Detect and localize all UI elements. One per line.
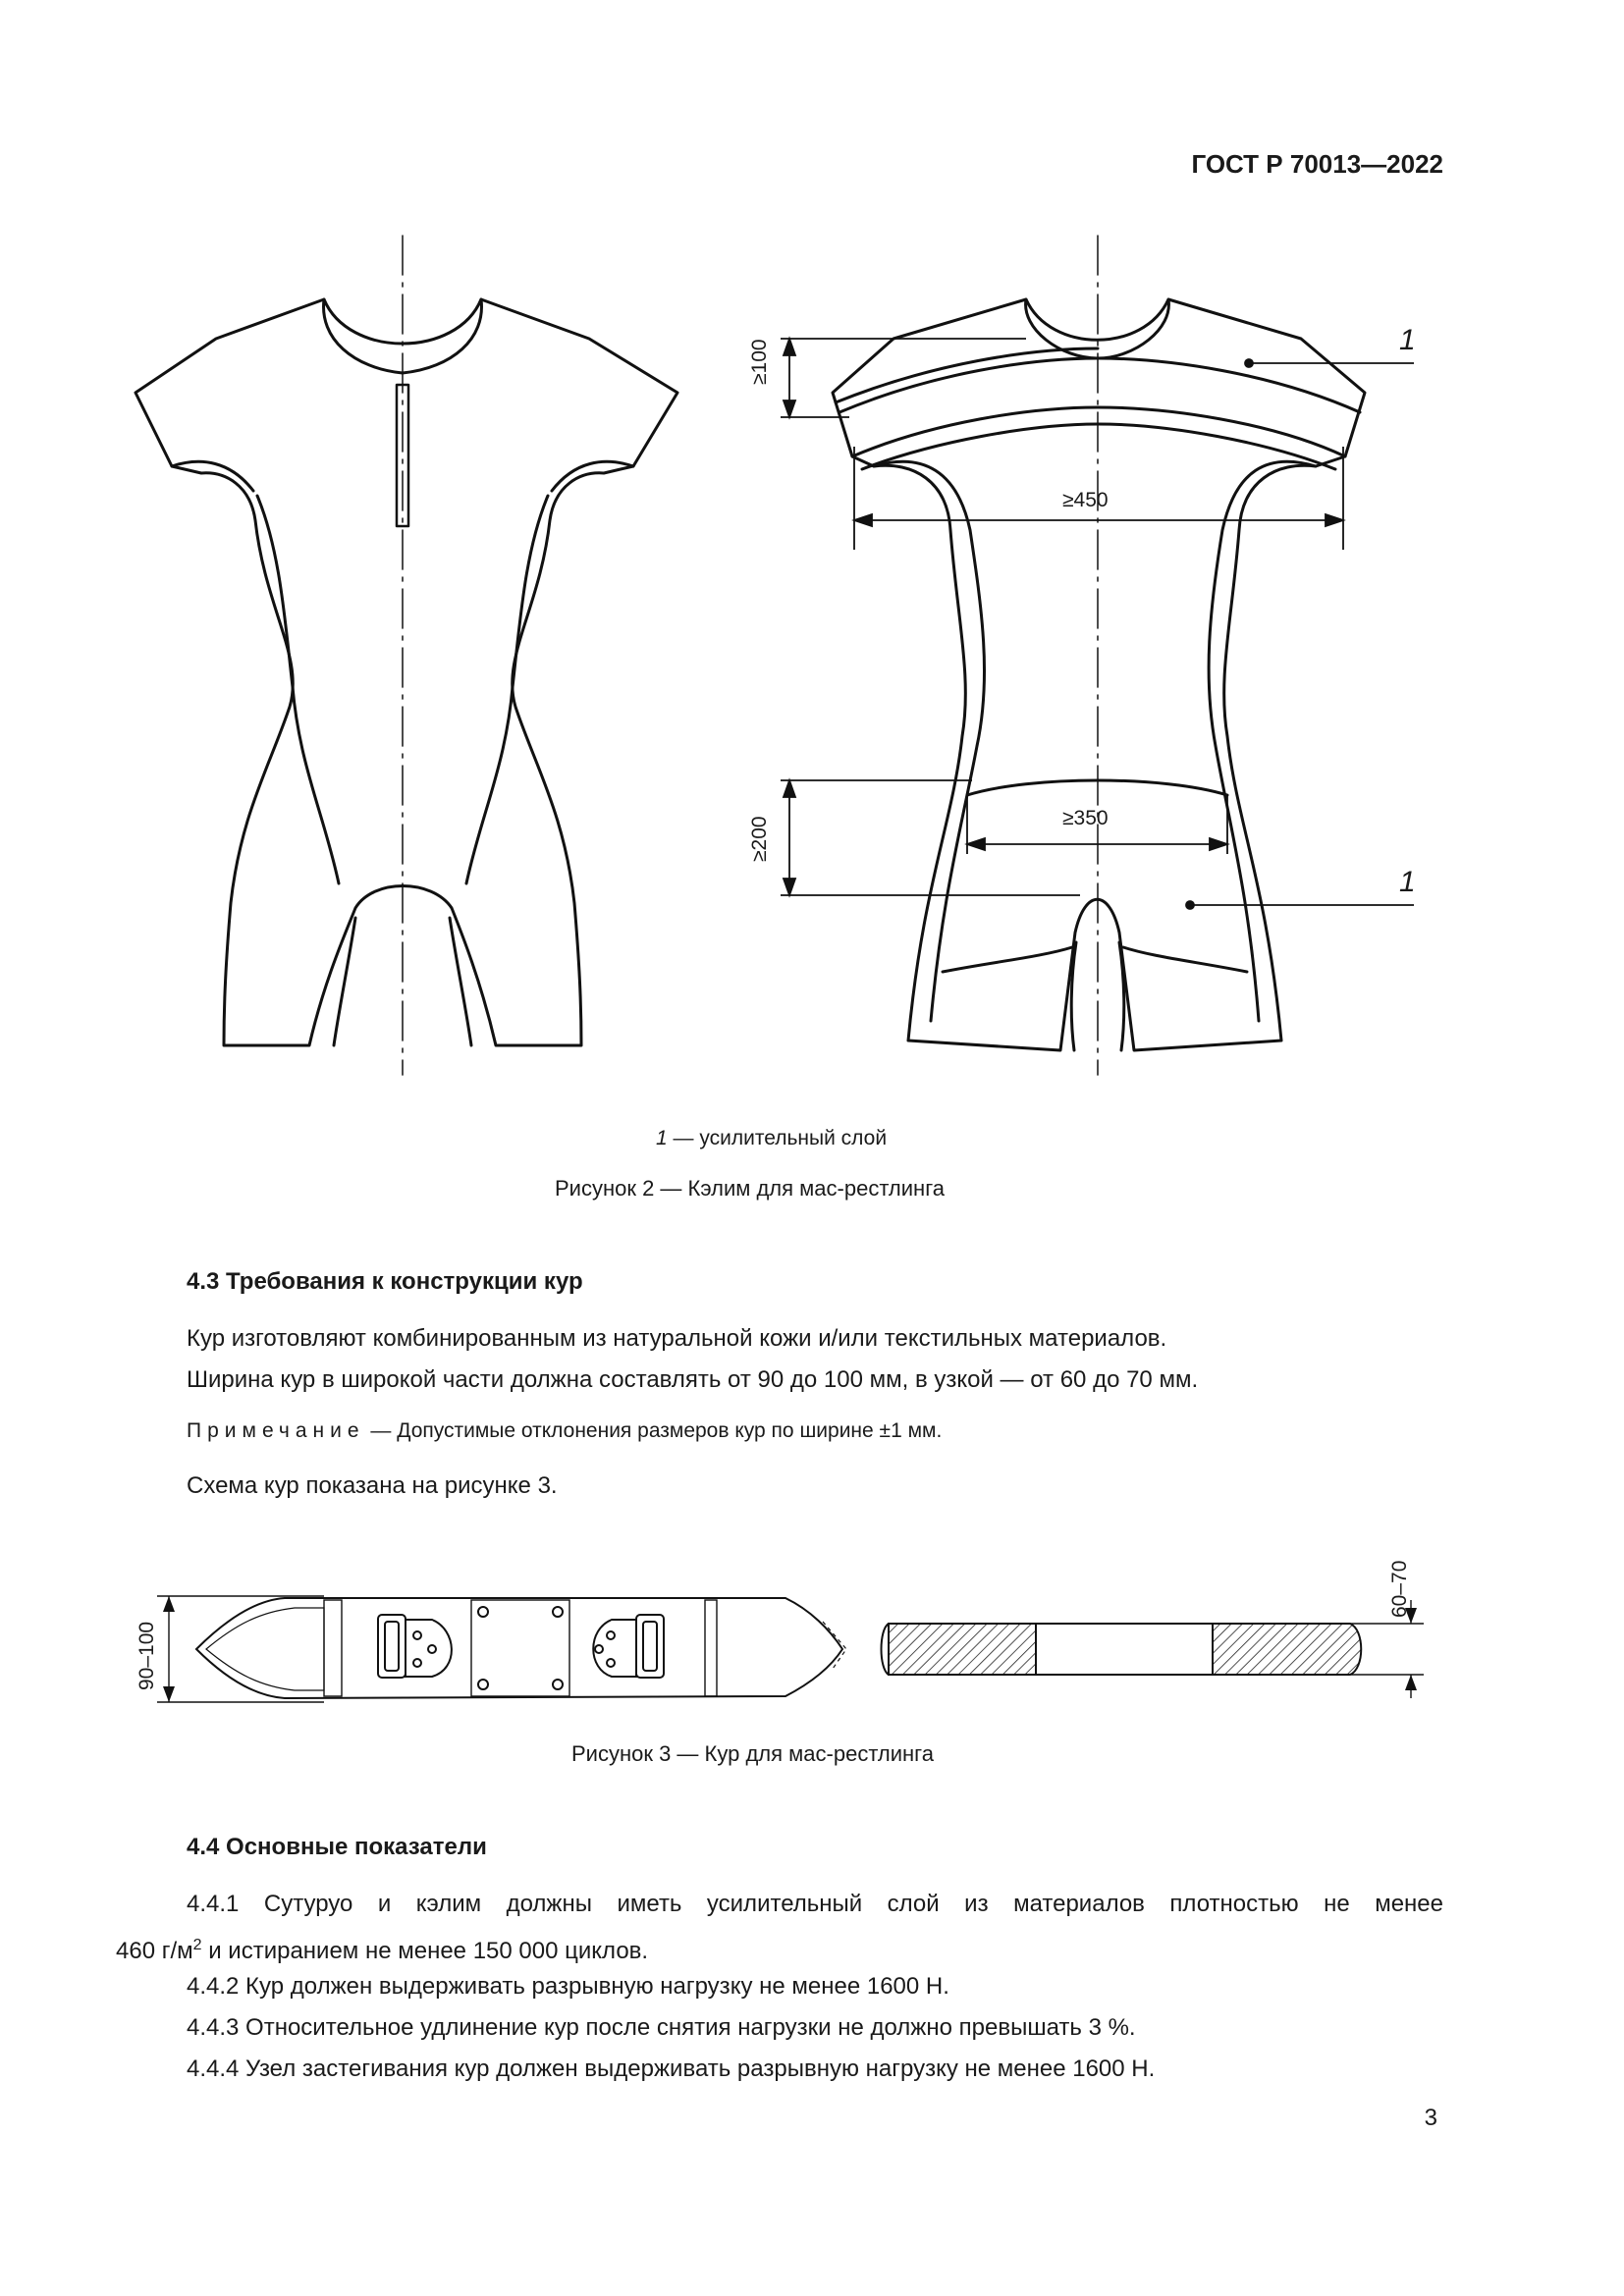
paragraph-4-4-1-line-1: 4.4.1 Сутуруо и кэлим должны иметь усилительный слой из материалов плотностью не менее [187, 1891, 1443, 1917]
section-4-3-paragraph-3: Схема кур показана на рисунке 3. [187, 1472, 558, 1499]
section-4-3-heading: 4.3 Требования к конструкции кур [187, 1268, 583, 1295]
paragraph-4-4-2: 4.4.2 Кур должен выдерживать разрывную нагрузку не менее 1600 Н. [187, 1973, 949, 2000]
standard-number: ГОСТ Р 70013—2022 [1191, 149, 1443, 179]
callout-bottom: 1 [1399, 866, 1416, 898]
callout-top: 1 [1399, 324, 1416, 356]
section-4-3-note [187, 1419, 942, 1443]
paragraph-4-4-1-line-2 [116, 1928, 648, 1969]
abrasion-text: и истиранием не менее 150 000 циклов. [201, 1938, 649, 1964]
legend-number: 1 [656, 1127, 668, 1149]
figure-3-caption: Рисунок 3 — Кур для мас-рестлинга [571, 1741, 934, 1766]
dimension-wide: 90–100 [135, 1621, 158, 1690]
paragraph-4-4-4: 4.4.4 Узел застегивания кур должен выдерживать разрывную нагрузку не менее 1600 Н. [187, 2056, 1156, 2082]
dimension-hip: ≥350 [1062, 807, 1109, 829]
dimension-narrow: 60–70 [1388, 1560, 1411, 1618]
density-superscript: 2 [192, 1937, 202, 1953]
density-value: 460 г/м [116, 1938, 193, 1964]
paragraph-4-4-3: 4.4.3 Относительное удлинение кур после снятия нагрузки не должно превышать 3 %. [187, 2014, 1136, 2041]
figure-2-legend [656, 1127, 887, 1150]
suit-front-view [135, 236, 677, 1075]
figure-3-drawing [157, 1596, 1424, 1702]
section-4-3-paragraph-1: Кур изготовляют комбинированным из натуральной кожи и/или текстильных материалов. [187, 1325, 1167, 1352]
legend-text: — усилительный слой [667, 1127, 888, 1149]
note-label: Примечание [187, 1419, 365, 1442]
dimension-chest: ≥450 [1062, 489, 1109, 511]
section-4-3-paragraph-2: Ширина кур в широкой части должна составлять от 90 до 100 мм, в узкой — от 60 до 70 мм. [187, 1366, 1199, 1393]
figure-2-caption: Рисунок 2 — Кэлим для мас-рестлинга [555, 1176, 945, 1201]
suit-back-view [833, 236, 1365, 1075]
note-text: — Допустимые отклонения размеров кур по ширине ±1 мм. [364, 1419, 943, 1442]
dimension-shoulder: ≥100 [748, 339, 771, 385]
section-4-4-heading: 4.4 Основные показатели [187, 1834, 487, 1860]
dimension-lower: ≥200 [748, 816, 771, 862]
page-number: 3 [1424, 2105, 1437, 2131]
